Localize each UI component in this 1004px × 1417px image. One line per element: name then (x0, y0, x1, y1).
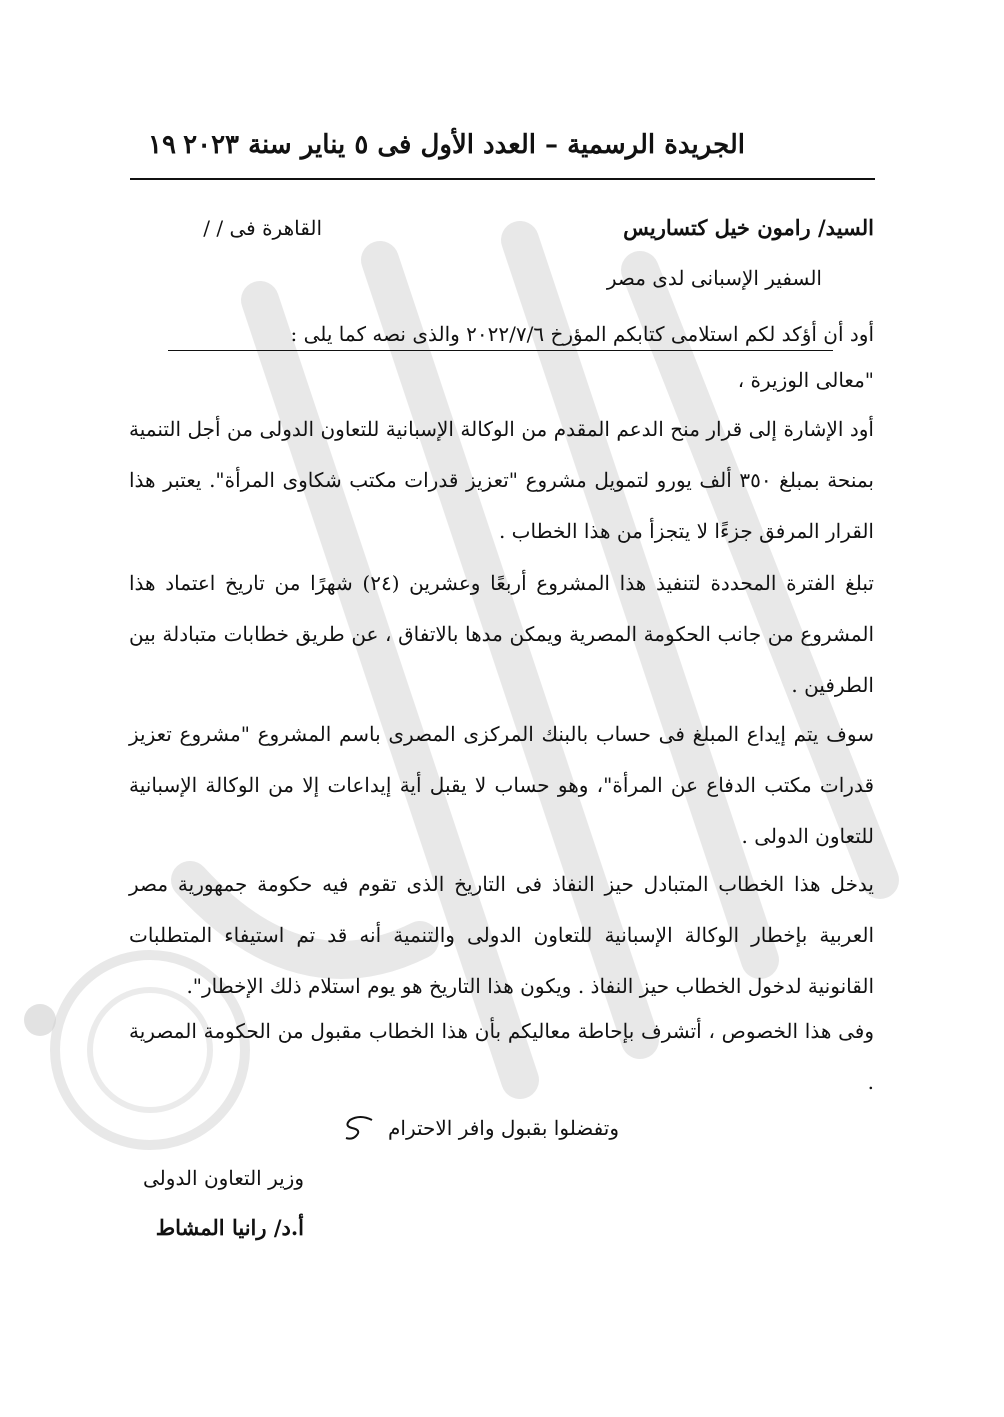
closing-phrase: وتفضلوا بقبول وافر الاحترام (388, 1116, 619, 1140)
page-number: ١٩ (148, 130, 176, 160)
signatory-title: وزير التعاون الدولى (143, 1166, 304, 1190)
signatory-name: أ.د/ رانيا المشاط (155, 1215, 304, 1240)
paragraph-acceptance: وفى هذا الخصوص ، أتشرف بإحاطة معاليكم بأن هذا الخطاب مقبول من الحكومة المصرية . (129, 1019, 874, 1094)
paragraph-duration: تبلغ الفترة المحددة لتنفيذ هذا المشروع أربعًا وعشرين (٢٤) شهرًا من تاريخ اعتماد هذا المشروع من جانب الحكومة المصرية ويمكن مدها بالاتفاق ، عن طريق خطابات متبادلة بين الطرفين . (129, 571, 874, 697)
gazette-title: الجريدة الرسمية – العدد الأول فى ٥ يناير سنة ٢٠٢٣ (183, 130, 745, 160)
paragraph-deposit: سوف يتم إيداع المبلغ فى حساب بالبنك المركزى المصرى باسم المشروع "مشروع تعزيز قدرات مكتب الدفاع عن المرأة"، وهو حساب لا يقبل أية إيداعات إلا من الوكالة الإسبانية للتعاون الدولى . (129, 722, 874, 848)
initial-mark-icon (342, 1112, 376, 1142)
header-divider (130, 178, 875, 180)
addressee-name: السيد/ رامون خيل كتساريس (623, 215, 874, 240)
letter-intro: أود أن أؤكد لكم استلامى كتابكم المؤرخ ٢٠٢٢/٧/٦ والذى نصه كما يلى : (290, 322, 874, 346)
place-date: القاهرة فى / / (203, 216, 322, 240)
paragraph-grant: أود الإشارة إلى قرار منح الدعم المقدم من الوكالة الإسبانية للتعاون الدولى من أجل التنمية بمنحة بمبلغ ٣٥٠ ألف يورو لتمويل مشروع "تعزيز قدرات مكتب شكاوى المرأة". يعتبر هذا القرار المرفق جزءًا لا يتجزأ من هذا الخطاب . (129, 417, 874, 543)
paragraph-entry-into-force: يدخل هذا الخطاب المتبادل حيز النفاذ فى التاريخ الذى تقوم فيه حكومة جمهورية مصر العربية بإخطار الوكالة الإسبانية للتعاون الدولى والتنمية أنه قد تم استيفاء المتطلبات القانونية لدخول الخطاب حيز النفاذ . ويكون هذا التاريخ هو يوم استلام ذلك الإخطار". (129, 872, 874, 998)
addressee-title: السفير الإسبانى لدى مصر (606, 266, 822, 290)
page-header (130, 122, 875, 172)
intro-underline (168, 350, 833, 351)
salutation: "معالى الوزيرة ، (737, 368, 874, 392)
